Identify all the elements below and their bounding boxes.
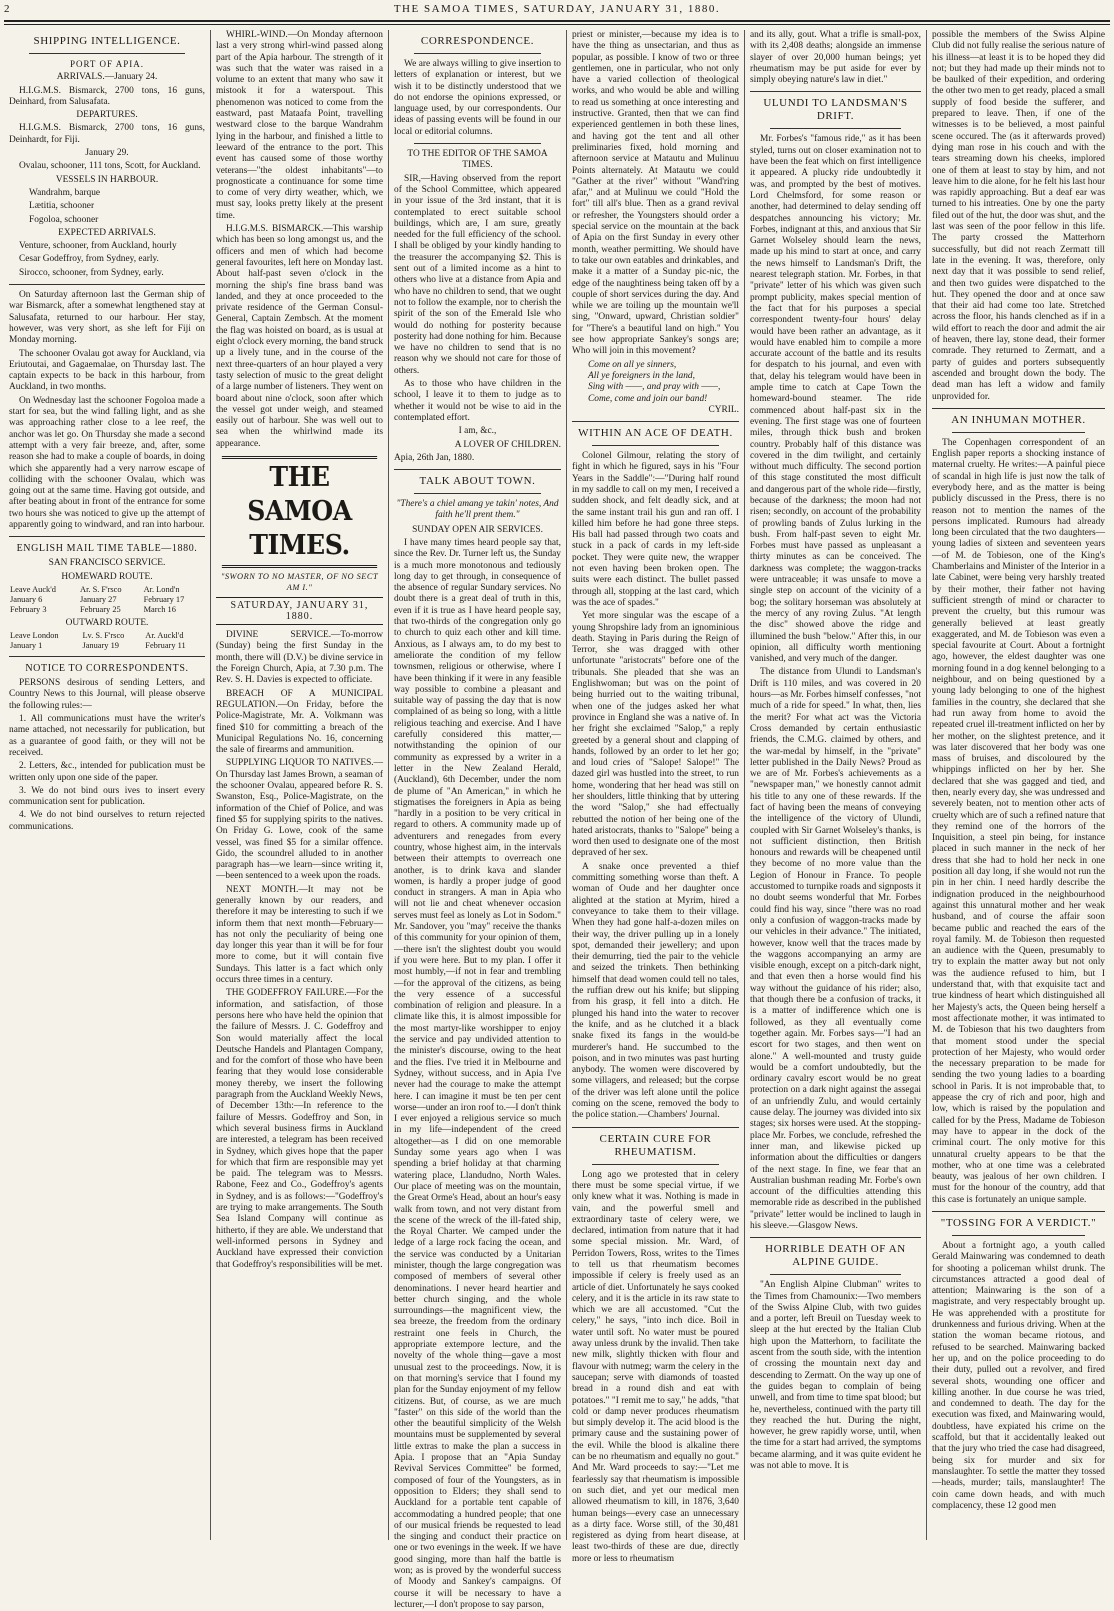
header-rule-thin xyxy=(4,24,1110,25)
running-head-title: THE SAMOA TIMES, SATURDAY, JANUARY 31, 1880. xyxy=(393,3,721,15)
homeward-label: HOMEWARD ROUTE. xyxy=(61,571,153,582)
ace-of-death-article: A snake once prevented a thief committing something worse than theft. A woman of Oude and her daughter once alighted at the station at Myrim, hired a conveyance to take them to their village. When they had gone half-a-dozen miles on their way, the driver pulling up in a lonely spot, demanded their jewellery; and upon their demurring, tied the pair to the vehicle and seized the trinkets. Then bethinking himself that dead women could tell no tales, the ruffian drew out his knife; but slipping from his grasp, it fell into a ditch. He plunged his hand into the water to recover the knife, and as he clutched it a black snake fixed its fangs in the would-be murderer's hand. He succumbed to the poison, and in two minutes was past hurting anybody. The women were discovered by some villagers, and released; but the corpse of the driver was left alone until the police coming on the scene, removed the body to the police station.—Chambers' Journal. xyxy=(572,861,739,1121)
next-month-article: NEXT MONTH.—It may not be generally known by our readers, and therefore it may be interesting to such if we inform them that next month—February—has not only the peculiarity of being one day longer this year than it will be for four more to come, but it will contain five Sundays. This latter is a fact which only occurs three times in a century. xyxy=(216,884,383,986)
column-3 xyxy=(388,30,566,1610)
inhuman-mother-article: The Copenhagen correspondent of an English paper reports a shocking instance of maternal cruelty. He writes:—A painful piece of scandal in high life is just now the talk of everybody here, and as the matter is being publicly discussed in the Press, there is no reason not to mention the names of the persons implicated. Rumours had already long been circulated that the two daughters—young ladies of sixteen and seventeen years—of M. de Tobieson, one of the King's Chamberlains and Minister of the Interior in a late Cabinet, were being very harshly treated by their mother, their father not having sufficient strength of mind or character to prevent the cruelty, but this rumour was generally believed at least greatly exaggerated, and M. de Tobieson was even a special favourite at Court. About a fortnight ago, however, the eldest daughter was one morning found in a dog kennel belonging to a neighbour, and on being questioned by a young lady belonging to one of the highest families in the country, she declared that she had run away from home to avoid the repeated cruel ill-treatment inflicted on her by her mother, on the slightest pretence, and it was later discovered that her body was one mass of bruises, and discoloured by the whippings inflicted on her by her. She declared that she was gagged and tied, and then, nearly every day, she was undressed and severely beaten, not to mention other acts of cruelty which are of such a refined nature that they remind one of the horrors of the Inquisition, a steel pin being, for instance placed in such manner in the neck of her dress that she had to hold her neck in one position all day long, if she would not run the pin in her chin. I need hardly describe the indignation produced in the neighbourhood against this unnatural mother and her weak husband, and of course the affair soon became public and reached the ears of the royal family. M. de Tobieson then requested an audience with the Queen, presumably to try to explain the matter away but not only was the audience refused to him, but I understand that, with that exquisite tact and true kindness of heart which distinguished all her Majesty's acts, the Queen being herself a most affectionate mother, it was intimated to M. de Tobieson that his two daughters from that moment stood under the special protection of her Majesty, who would order the necessary preparation to be made for sending the two young ladies to a boarding school in Paris. It is not improbable that, to appease the cry of rich and poor, high and low, which is raised by the population and called for by the Press, Madame de Tobieson may have to appear in the dock of the criminal court. The only motive for this unnatural cruelty appears to be that the mother, who at one time was a celebrated beauty, was jealous of her own children. I must for the honour of the country, add that this case is fortunately an unique sample. xyxy=(932,437,1105,1205)
liquor-article: SUPPLYING LIQUOR TO NATIVES.—On Thursday last James Brown, a seaman of the schooner Ovalau, appeared before R. S. Swanston, Esq., Police-Magistrate, on the information of the Chief of Police, and was fined $5 for supplying spirits to the natives. On Friday G. Lowe, cook of the same vessel, was fined $5 for a similar offence. Gido, the scoundrel alluded to in another paragraph has—we learn—since writing it,—been sentenced to a week upon the roads. xyxy=(216,758,383,882)
ace-of-death-heading: WITHIN AN ACE OF DEATH. xyxy=(578,427,733,440)
harbour-heading: VESSELS IN HARBOUR. xyxy=(55,174,159,185)
shipping-news: On Wednesday last the schooner Fogoloa made a start for sea, but the wind falling light, and as she was approaching rather close to a lee reef, the anchor was let go. On Thursday she made a second attempt with a very fair breeze, and, after, some reason she had to make a couple of boards, in doing which she apparently had a very narrow escape of colliding with the schooner Ovalau, which was going out at the same time. Having got outside, and after beating about in front of the entrance for some two hours she was noticed to give up the attempt of apparently going to windward, and ran into harbour. xyxy=(9,395,205,530)
sunday-article-continued: priest or minister,—because my idea is to have the thing as unsectarian, and thus as popular, as possible. I know of two or three gentlemen, one in particular, who not only have a varied collection of theological works, and who would be able and willing to read us something at once interesting and instructive. Granted, then that we can find experienced gentlemen in both these lines, and having got the tent and all other preliminaries fixed, hold morning and afternoon service at Matautu and Mulinuu Points alternately. At Matautu we could "Gather at the river" without "Wand'ring afar," and at Mulinuu we could "Hold the fort" till all's blue. Then as a grand revival or refresher, the Youngsters should order a special service on the mountain at the back of Apia on the first Sunday in every other month, weather permitting. We should have to take our own eatables and drinkables, and make it a matter of a Sunday pic-nic, the edge of the naughtiness being taken off by a couple of short services during the day. And while we are toiling up the mountain we'll sing, "Onward, upward, Christian soldier" for "There's a beautiful land on high." You see how appropriate Sankey's songs are; Who will join in this movement? xyxy=(572,30,739,357)
outward-label: OUTWARD ROUTE. xyxy=(65,617,149,628)
ulundi-article: Mr. Forbes's "famous ride," as it has been styled, turns out on closer examination not to have been the feat which on first intelligence it appeared. A plucky ride undoubtedly it was, and prompted by the best of motives. Lord Chelmsford, for some reason or another, had determined to delay sending off despatches announcing his victory; Mr. Forbes, indignant at this, and anxious that Sir Garnet Wolseley should learn the news, made up his mind to start at once, and carry the news himself to Landsman's Drift, the nearest telegraph station. Mr. Forbes, in that "private" letter of his which was given such prompt publicity, makes special mention of the fact that for his purposes a special correspondent twenty-four hours' delay would have been rather an advantage, as it would have enabled him to compile a more accurate account of the battle and its results for despatch to his journal, and even with that, delay his telegram would have been in ample time to catch at Cape Town the homeward-bound steamer. The ride commenced about half-past six in the evening. The first stage was one of fourteen miles, through thick bush and broken country. Probably half of this distance was covered in the dim twilight, and certainly without much difficulty. The second portion of this stage constituted the most difficult and dangerous part of the whole ride—firstly, because of the darkness; the moon had not risen; secondly, on account of the probability of prowling bands of Zulus lurking in the bush. From half-past seven to eight Mr. Forbes must have passed as unpleasant a thirty minutes as can be conceived. The darkness was complete; the waggon-tracks were untraceable; it was unsafe to move a single step on account of the vicinity of a bog; the solitary horseman was absolutely at the mercy of any roving Zulus. "At length the disc" showed above the ridge and illumined the bush "below." After this, in our opinion, all difficulty worth mentioning vanished, and very much of the danger. xyxy=(750,134,921,665)
expected-item: Cesar Godeffroy, from Sydney, early. xyxy=(19,254,159,265)
table-row: January 1 January 19 February 11 xyxy=(10,641,186,651)
ace-of-death-article: Colonel Gilmour, relating the story of fight in which he figured, says in his "Four Years in the Saddle":—"During half round in my saddle to call on my men, I received a sudden shock, and felt deadly sick, and at the same instant trail his gun and ran off. I killed him before he had gone three steps. His ball had passed through two coats and stuck in a pack of cards in my left-side pocket. They were quite new, the wrapper not even having been broken open. The suits were each distinct. The bullet passed through all, stopping at the last card, which was the ace of spades." xyxy=(572,451,739,608)
notice-rule: 1. All communications must have the writer's name attached, not necessarily for publication, but as a guarantee of good faith, or they will not be received. xyxy=(9,714,205,758)
letter-body: SIR,—Having observed from the report of the School Committee, which appeared in your issue of the 3rd instant, that it is contemplated to erect suitable school buildings, which are, I am sure, greatly needed for the full efficiency of the school. I shall be obliged by your kindly handing to the treasurer the accompanying $2. This is sent out of a limited income as a hint to others who live at a distance from Apia and who have no children to send, that we ought not to follow the example, nor to cherish the spirit of the son of the Emerald Isle who would do nothing for posterity because posterity had done nothing for him. Because we have no children to send that is no reason why we should not care for those of others. xyxy=(394,173,561,376)
breach-article: BREACH OF A MUNICIPAL REGULATION.—On Friday, before the Police-Magistrate, Mr. A. Volkmann was fined $10 for committing a breach of the Municipal Regulations No. 16, concerning the sale of firearms and ammunition. xyxy=(216,688,383,756)
letter-body: As to those who have children in the school, I leave it to them to judge as to whether it would not be wise to aid in the contemplated effort. xyxy=(394,379,561,423)
whirlwind-article: WHIRL-WIND.—On Monday afternoon last a very strong whirl-wind passed along part of the Apia harbour. The strength of it was such that the water was raised in a volume to an extent that many who saw it mistook it for a waterspout. This phenomenon was noticed to come from the eastward, past Mataafa Point, travelling westward close to the barque Wandrahm lying in the harbour, and finished a little to leeward of the entrance to the port. This event has caused some of those worthy veterans—"the oldest inhabitants"—to prognosticate a continuance for some time to come of very dirty weather, which, we must say, looks pretty likely at the present time. xyxy=(216,30,383,221)
verdict-heading: "TOSSING FOR A VERDICT." xyxy=(940,1216,1097,1229)
arrivals-heading: ARRIVALS.—January 24. xyxy=(56,72,158,83)
expected-heading: EXPECTED ARRIVALS. xyxy=(58,227,156,238)
alpine-guide-heading: HORRIBLE DEATH OF AN ALPINE GUIDE. xyxy=(765,1243,906,1269)
notice-rule: 3. We do not bind ours ives to insert every communication sent for publication. xyxy=(9,785,205,808)
shipping-news: The schooner Ovalau got away for Auckland, via Eriutoutai, and Gagaemalae, on Thursday last. The captain expects to be back in this harbour, from Auckland, in two months. xyxy=(9,348,205,393)
notice-rule: 2. Letters, &c., intended for publication must be written only upon one side of the paper. xyxy=(9,761,205,783)
sunday-article: I have many times heard people say that, since the Rev. Dr. Turner left us, the Sunday is a much more monotonous and tediously long day to get through, in consequence of the absence of regular Sundary services. No doubt there is a great deal of truth in this, even if it is true as I have heard people say, that two-thirds of the congregation only go to church to quiz each other and kill time. Anxious, as I always am, to do my best to ameliorate the condition of my fellow townsmen, religious or otherwise, where I have been thinking if it were in any feasible way possible to combine a pleasant and suitable way of passing the day that is now complained of as being so long, with a little religious teaching and exercise. And I have carefully considered this matter,—notwithstanding the opinion of our community as expressed by a writer in a letter in the New Zealand Herald, (Auckland), 6th December, under the nom de plume of "An American," in which he stigmatises the foreigners in Apia as being "hardly in a position to be very critical in regard to others. A community made up of adventurers and renegades from every country, whose highest aim, in the intervals between their attempts to overreach one another, is to drink kava and slander women, is hardly a proper judge of good conduct in strangers. A man in Apia who will not lie and cheat whenever occasion serves must feel as lonely as Lot in Sodom." Mr. Sandover, you "may" receive the thanks of this community for your opinion of them,—there isn't the slightest doubt you would if you were here. But to my plan. I offer it most humbly,—if not in fear and trembling—for the approval of the citizens, as being the very essence of a successful combination of religion and pleasure. In a climate like this, it is almost impossible for the most martyr-like worshipper to enjoy the service and pay undivided attention to the minister's discourse, owing to the heat and the flies. I've tried it in Melbourne and Sydney, without success, and in Apia I've never had the courage to make the attempt here. I can imagine it must be ten per cent worse—under an iron roof to.—I don't think I ever enjoyed a religious service so much in my life—independent of the creed altogether—as I did on one memorable Sunday some years ago when I was spending a brief holiday at that charming watering place, Llandudno, North Wales. Our place of meeting was on the mountain, the Great Orme's Head, about an hour's easy walk from town, and not very distant from the scene of the wreck of the ill-fated ship, the Royal Charter. We camped under the ledge of a large rock facing the ocean, and the service was conducted by a Unitarian minister, though the large congregation was composed of members of several other denominations. I never heard heartier and better church singing, and the whole surroundings—the magnificent view, the sea breeze, the freedom from the ordinary restraint one feels in Church, the appropriate extempore lecture, and the novelty of the whole thing—gave a most unusual zest to the proceedings. Now, it is on that morning's service that I found my plan for the Sunday enjoyment of my fellow citizens. But, of course, as we are much "faster" on this side of the world than the other the beautiful simplicity of the Welsh mountains must be supplemented by several little extras to make the plan a success in Apia. I propose that an "Apia Sunday Revival Services Committee" be formed, composed of four of the Youngsters, as in opposition to Elders; they shall send to Auckland for a portable tent capable of accommodating a hundred people; that one of our musical friends be requested to lead the singing and conduct their practice on one or two evenings in the week. If we have good singing, more than half the battle is won; as is proved by the wonderful success of Moody and Sankey's campaigns. Of course it will be necessary to have a lecturer,—I don't propose to say parson, xyxy=(394,537,561,1610)
masthead-motto: "SWORN TO NO MASTER, OF NO SECT AM I." xyxy=(220,571,379,593)
rheumatism-article: Long ago we protested that in celery there must be some special virtue, if we only knew what it was. Nothing is made in vain, and the powerful smell and extraordinary taste of celery were, we declared, intimation from nature that it had some special mission. Mr. Ward, of Perridon Towers, Ross, writes to the Times to tell us that rheumatism becomes impossible if celery is freely used as an article of diet. Unfortunately he says cooked celery, and it is the article in its raw state to which we are all accustomed. "Cut the celery," he says, "into inch dice. Boil in water until soft. No water must be poured away unless drunk by the invalid. Then take new milk, slightly thicken with flour and flavour with nutmeg; warm the celery in the saucepan; serve with diamonds of toasted bread in a round dish and eat with potatoes." "I remit me to say," he adds, "that cold or damp never produces rheumatism but simply develop it. The acid blood is the primary cause and the sustaining power of the evil. While the blood is alkaline there can be no rheumatism and equally no gout." And Mr. Ward proceeds to say:—"Let me fearlessly say that rheumatism is impossible on such diet, and yet our medical men allowed rheumatism to kill, in 1876, 3,640 human beings—every case an unnecessary as a dirty face. Worse still, of the 30,481 registered as dying from heart disease, at least two-thirds of these are due, directly more or less to rheumatism xyxy=(572,1169,739,1564)
column-5 xyxy=(744,30,926,1540)
dateline: SATURDAY, JANUARY 31, 1880. xyxy=(216,597,383,626)
verse-line: Sing with ——, and pray with ——, xyxy=(588,382,721,393)
correspondence-intro: We are always willing to give insertion to letters of explanation or interest, but we wish it to be distinctly understood that we do not endorse the opinions expressed, or language used, by our correspondents. Our ideas of passing events will be found in our local or editorial columns. xyxy=(394,59,561,137)
ulundi-heading: ULUNDI TO LANDSMAN'S DRIFT. xyxy=(763,97,908,123)
talk-heading: TALK ABOUT TOWN. xyxy=(419,475,536,488)
outward-table xyxy=(9,631,205,651)
notice-intro: PERSONS desirous of sending Letters, and Country News to this Journal, will please observe the following rules:— xyxy=(9,678,205,711)
rheumatism-article-continued: and its ally, gout. What a trifle is small-pox, with its 2,408 deaths; alongside an immense slayer of over 20,000 human beings; yet rheumatism may be put aside for ever by simply obeying nature's law in diet." xyxy=(750,30,921,86)
rheumatism-heading: CERTAIN CURE FOR RHEUMATISM. xyxy=(599,1132,712,1158)
masthead: THE SAMOA TIMES. xyxy=(222,456,377,568)
table-row: February 3 February 25 March 16 xyxy=(10,604,176,614)
mail-heading: ENGLISH MAIL TIME TABLE—1880. xyxy=(16,543,198,555)
shipping-news: On Saturday afternoon last the German ship of war Bismarck, after a somewhat lengthened stay at Salusafata, returned to our harbour. Her stay, however, was very short, as she left for Fiji on Monday morning. xyxy=(9,290,205,346)
godeffroy-article: THE GODEFFROY FAILURE.—For the information, and satisfaction, of those persons here who have held the opinion that the failure of Messrs. J. C. Godeffroy and Son would materially affect the local Deutsche Handels and Plantagen Company, and for the comfort of those who have been fearing that they would lose considerable money thereby, we insert the following paragraph from the Auckland Weekly News, of December 13th:—In reference to the failure of Messrs. Godeffroy and Son, in which several business firms in Auckland are interested, a telegram has been received in Sydney, which gives hope that the paper for which that firm are responsible may yet be paid. The telegram was to Messrs. Rabone, Feez and Co., Godeffroy's agents in Sydney, and is as follows:—"Godeffroy's are trying to make arrangements. The South Sea Island Company will continue as hitherto, if they are able. We understand that well-informed persons in Sydney and Auckland have expressed their conviction that Godeffroy's responsibilities will be met. xyxy=(216,988,383,1270)
mail-subheading: SAN FRANCISCO SERVICE. xyxy=(48,558,166,569)
letter-date: Apia, 26th Jan, 1880. xyxy=(394,452,475,463)
harbour-item: Lætitia, schooner xyxy=(29,201,95,212)
divine-service-article: DIVINE SERVICE.—To-morrow (Sunday) being the first Sunday in the month, there will (D.V.) be divine service in the Foreign Church, Apia, at 7.30 p.m. The Rev. S. H. Davies is expected to officiate. xyxy=(216,630,383,686)
departures-heading: DEPARTURES. xyxy=(76,110,138,121)
inhuman-mother-heading: AN INHUMAN MOTHER. xyxy=(951,413,1086,426)
ace-of-death-article: Yet more singular was the escape of a young Shropshire lady from an ignominious death. Staying in Paris during the Reign of Terror, she was dragged with other unfortunate "aristocrats" before one of the tribunals. She pleaded that she was an Englishwoman; but was on the point of being hurried out to the waiting tribunal, when one of the judges asked her what province in England she was a native of. In her fright she exclaimed "Salop," a reply greeted by a general shout and clapping of hands, followed by an order to let her go; and loud cries of "Salope! Salope!" The dazed girl was hustled into the street, to run home, wondering that her head was still on her shoulders, little thinking that by uttering the word "Salop," she had effectually rebutted the notion of her being one of the hated aristocrats, thanks to "Salope" being a word then used to designate one of the most depraved of her sex. xyxy=(572,611,739,859)
column-2 xyxy=(210,30,388,1540)
letter-closing: I am, &c., xyxy=(458,426,497,437)
ulundi-article: The distance from Ulundi to Landsman's Drift is 110 miles, and was covered in 20 hours—as Mr. Forbes himself confesses, "not much of a ride for speed." In what, then, lies the merit? For what act was the Victoria Cross demanded by certain enthusiastic friends, the C.M.G. claimed by others, and the war-medal by himself, in the "private" letter published in the Daily News? Proud as we are of Mr. Forbes's achievements as a "newspaper man," we honestly cannot admit his title to any one of these rewards. If the fact of having been the means of conveying the intelligence of the victory of Ulundi, coupled with Sir Garnet Wolseley's thanks, is not sufficient distinction, then British honours and rewards will be cheapened until they become of no more value than the Legion of Honour in France. To people accustomed to turnpike roads and signposts it no doubt seems wonderful that Mr. Forbes could find his way, since "there was no road only a confusion of waggon-tracks made by our vehicles in their advance." The initiated, however, know well that the traces made by the waggons accompanying an army are visible enough, except on a pitch-dark night, and that even then a horse would find his way without the guidance of his rider; also, that though there be a confusion of tracks, it is a matter of indifference which one is followed, as they all eventually come together again. Mr. Forbes says—"I had an escort for two stages, and then went on alone." A well-mounted and trusty guide would be a comfort undoubtedly, but the ordinary cavalry escort would be no great protection on a dark night against the assegai of an unfriendly Zulu, and would certainly cause delay. The journey was divided into six stages; six horses were used. At the stopping-place Mr. Forbes, we conclude, refreshed the inner man, and likewise picked up information about the difficulties or dangers of the next stage. In fine, we fear that an Australian bushman reading Mr. Forbe's own account of the difficulties attending this memorable ride as described in the published "private" letter would be inclined to laugh in his sleeve.—Glasgow News. xyxy=(750,667,921,1231)
running-head xyxy=(0,0,1114,18)
table-row: January 6 January 27 February 17 xyxy=(10,594,185,604)
departures-1: H.I.G.M.S. Bismarck, 2700 tons, 16 guns, Deinhardt, for Fiji. xyxy=(9,123,205,145)
verdict-article: About a fortnight ago, a youth called Gerald Mainwaring was condemned to death for shooting a policeman whilst drunk. The circumstances attracted a good deal of attention; Mainwaring is the son of a magistrate, and very respectably brought up. He was apprehended with a prostitute for drunkenness and furious driving. When at the station the woman became riotous, and refused to be searched. Mainwaring backed her up, and on the police proceeding to do their duty, pulled out a revolver, and fired several shots, wounding one officer and killing another. In due course he was tried, and condemned to death. The day for the execution was fixed, and Mainwaring would, doubtless, have expiated his crime on the scaffold, but that it accidentally leaked out that the jury who tried the case had disagreed, being six for murder and six for manslaughter. To settle the matter they tossed—heads, murder; tails, manslaughter! The coin came down heads, and with much complacency, these 12 good men xyxy=(932,1240,1105,1511)
article-signature: CYRIL. xyxy=(708,404,739,415)
bismarck-article: H.I.G.M.S. BISMARCK.—This warship which has been so long amongst us, and the officers and men of which had become general favourites, left here on Monday last. About half-past seven o'clock in the morning the ship's fine brass band was landed, and they at once proceeded to the private residence of the German Consul-General, Captain Zembsch. At the moment the flag was hoisted on board, as is usual at eight o'clock every morning, the band struck up a lively tune, and in the course of the next three-quarters of an hour played a very tasty selection of music to the great delight of a large number of listeners. They went on board about nine o'clock, soon after which the vessel got under weigh, and steamed easily out of harbour. She was well out to sea when the whirlwind made its appearance. xyxy=(216,224,384,449)
verse-line: Come on all ye sinners, xyxy=(588,359,677,370)
page-number: 2 xyxy=(4,3,11,15)
arrivals-text: H.I.G.M.S. Bismarck, 2700 tons, 16 guns, Deinhard, from Salusafata. xyxy=(9,85,205,107)
table-row: Leave London Lv. S. F'rsco Ar. Auckl'd xyxy=(10,631,184,641)
departures-2: Ovalau, schooner, 111 tons, Scott, for Auckland. xyxy=(19,161,201,172)
verse-line: Come, come and join our band! xyxy=(588,393,708,404)
departures-date: January 29. xyxy=(85,148,129,159)
expected-item: Sirocco, schooner, from Sydney, early. xyxy=(19,267,164,278)
correspondence-heading: CORRESPONDENCE. xyxy=(420,35,535,47)
harbour-item: Wandrahm, barque xyxy=(29,187,101,198)
harbour-item: Fogoloa, schooner xyxy=(29,214,99,225)
letter-address: TO THE EDITOR OF THE SAMOA TIMES. xyxy=(407,149,548,171)
homeward-table xyxy=(9,585,205,615)
column-6 xyxy=(926,30,1110,1540)
column-1 xyxy=(4,30,210,1540)
verse-line: All ye foreigners in the land, xyxy=(588,370,695,381)
notice-rule: 4. We do not bind ourselves to return rejected communications. xyxy=(9,810,205,832)
column-4 xyxy=(566,30,744,1564)
expected-item: Venture, schooner, from Auckland, hourly xyxy=(19,241,177,252)
port-heading: PORT OF APIA. xyxy=(69,59,145,69)
sunday-heading: SUNDAY OPEN AIR SERVICES. xyxy=(412,524,543,535)
alpine-guide-article-continued: possible the members of the Swiss Alpine Club did not fully realise the serious nature of his illness—at least it is to be hoped they did not; but they had made up their minds not to be baulked of their expedition, and ordering the other two men to get ready, placed a small supply of food beside the sufferer, and prepared to leave. Then, if one of the witnesses is to be believed, a most painful scene occured. The (as it afterwards proved) dying man rose in his couch and with the tears streaming down his cheeks, implored one of them at least to stay by him, and not leave him to die alone, for he felt his last hour was rapidly approaching. But a deaf ear was turned to his intreaties. One by one the party filed out of the hut, the door was shut, and the last was seen of the poor fellow in this life. The party crossed the Matterhorn successfully, but did not reach Zermatt till late in the evening. It was, therefore, only next day that it was possible to send relief, and then two guides were dispatched to the hut. They opened the door and at once saw that their aid had come too late. Stretched across the floor, his hands clenched as if in a wild effort to reach the door and admit the air of heaven, there lay, stone dead, their former comrade. They returned to Zermatt, and a party of guides and porters subsequently ascended and brought down the body. The dead man has left a widow and family unprovided for. xyxy=(932,30,1105,402)
header-rule xyxy=(4,20,1110,22)
shipping-heading: SHIPPING INTELLIGENCE. xyxy=(33,35,181,47)
table-row: Leave Auck'd Ar. S. F'rsco Ar. Lond'n xyxy=(10,584,180,594)
alpine-guide-article: "An English Alpine Clubman" writes to the Times from Chamounix:—Two members of the Swiss Alpine Club, with two guides and a porter, left Breuil on Tuesday week to sleep at the hut erected by the Italian Club high upon the Matterhorn, to facilitate the ascent from the south side, with the intention of crossing the mountain next day and descending to Zermatt. On the way up one of the guides began to complain of being unwell, and from time to time spat blood; but he, nevertheless, continued with the party till they reached the hut. During the night, however, he grew rapidly worse, until, when the time for a start had arrived, the symptoms became alarming, and it was quite evident he was not able to move. It is xyxy=(750,1280,921,1472)
talk-quote: "There's a chiel amang ye takin' notes, And faith he'll prent them." xyxy=(396,499,559,521)
notice-heading: NOTICE TO CORRESPONDENTS. xyxy=(25,663,189,675)
letter-signature: A LOVER OF CHILDREN. xyxy=(454,439,561,450)
